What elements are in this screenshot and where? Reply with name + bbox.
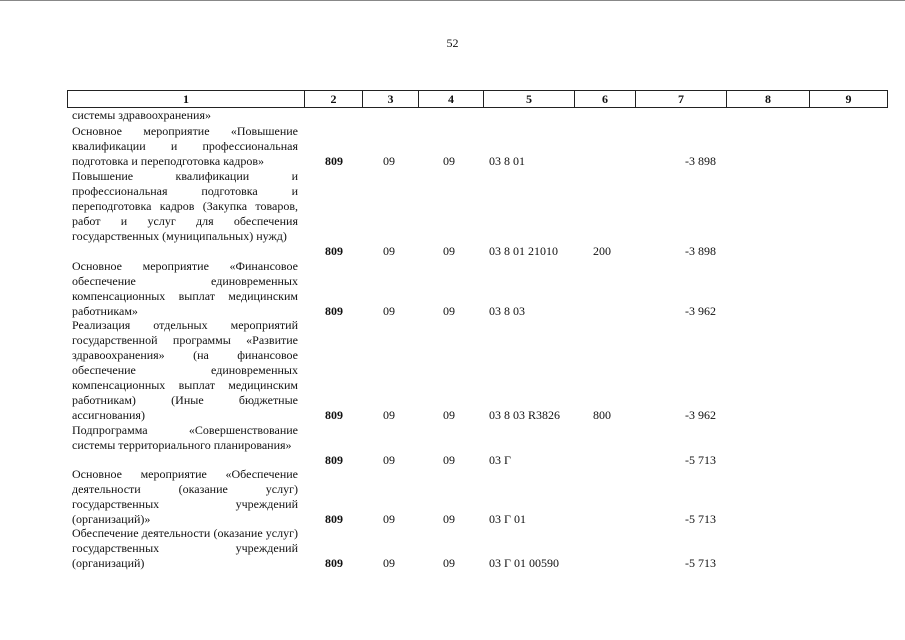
row-4-name: Реализация отдельных мероприятий государственной программы «Развитие здравоохранения» (на финансовое обеспечение единовременных компенсационных выплат медицинским работникам) (Иные бюджетные ассигнования) xyxy=(72,318,298,422)
row-2-col-5: 03 8 01 21010 xyxy=(489,244,558,258)
row-1-col-3: 09 xyxy=(383,154,395,168)
row-3-name: Основное мероприятие «Финансовое обеспечение единовременных компенсационных выплат медицинским работникам» xyxy=(72,259,298,318)
row-2-col-4: 09 xyxy=(443,244,455,258)
top-edge-line xyxy=(0,0,905,1)
row-5-col-4: 09 xyxy=(443,453,455,467)
row-7-name: Обеспечение деятельности (оказание услуг) государственных учреждений (организаций) xyxy=(72,526,298,570)
row-7-col-7: -5 713 xyxy=(685,556,716,570)
row-6-col-5: 03 Г 01 xyxy=(489,512,526,526)
row-5-name: Подпрограмма «Совершенствование системы территориального планирования» xyxy=(72,423,298,452)
row-4-col-7: -3 962 xyxy=(685,408,716,422)
row-4-col-5: 03 8 03 R3826 xyxy=(489,408,561,422)
row-0-name: системы здравоохранения» xyxy=(72,108,211,122)
header-col-2: 2 xyxy=(304,91,362,107)
row-1-col-5: 03 8 01 xyxy=(489,154,525,168)
row-3-col-2: 809 xyxy=(325,304,343,318)
row-7-col-3: 09 xyxy=(383,556,395,570)
row-5-col-2: 809 xyxy=(325,453,343,467)
table-header xyxy=(67,90,888,108)
row-4-col-3: 09 xyxy=(383,408,395,422)
row-1-col-2: 809 xyxy=(325,154,343,168)
row-2-name: Повышение квалификации и профессиональная подготовка и переподготовка кадров (Закупка товаров, работ и услуг для обеспечения государственных (муниципальных) нужд) xyxy=(72,169,298,243)
row-2-col-3: 09 xyxy=(383,244,395,258)
row-6-col-4: 09 xyxy=(443,512,455,526)
row-6-name: Основное мероприятие «Обеспечение деятельности (оказание услуг) государственных учреждений (организаций)» xyxy=(72,467,298,526)
header-col-6: 6 xyxy=(574,91,635,107)
header-col-7: 7 xyxy=(635,91,726,107)
row-7-col-4: 09 xyxy=(443,556,455,570)
row-6-col-7: -5 713 xyxy=(685,512,716,526)
row-2-col-6: 200 xyxy=(593,244,611,258)
row-6-col-2: 809 xyxy=(325,512,343,526)
row-7-col-5: 03 Г 01 00590 xyxy=(489,556,559,570)
row-5-col-7: -5 713 xyxy=(685,453,716,467)
row-5-col-5: 03 Г xyxy=(489,453,511,467)
row-3-col-3: 09 xyxy=(383,304,395,318)
header-col-5: 5 xyxy=(483,91,574,107)
header-col-9: 9 xyxy=(809,91,887,107)
header-col-3: 3 xyxy=(362,91,418,107)
header-col-8: 8 xyxy=(726,91,809,107)
row-3-col-7: -3 962 xyxy=(685,304,716,318)
row-4-col-6: 800 xyxy=(593,408,611,422)
row-3-col-5: 03 8 03 xyxy=(489,304,525,318)
row-1-col-7: -3 898 xyxy=(685,154,716,168)
row-4-col-2: 809 xyxy=(325,408,343,422)
row-6-col-3: 09 xyxy=(383,512,395,526)
row-2-col-2: 809 xyxy=(325,244,343,258)
page-number: 52 xyxy=(446,36,459,50)
row-3-col-4: 09 xyxy=(443,304,455,318)
row-5-col-3: 09 xyxy=(383,453,395,467)
row-4-col-4: 09 xyxy=(443,408,455,422)
header-col-4: 4 xyxy=(418,91,483,107)
row-2-col-7: -3 898 xyxy=(685,244,716,258)
row-1-col-4: 09 xyxy=(443,154,455,168)
header-col-1: 1 xyxy=(183,92,189,106)
row-1-name: Основное мероприятие «Повышение квалификации и профессиональная подготовка и переподготовка кадров» xyxy=(72,124,298,168)
row-7-col-2: 809 xyxy=(325,556,343,570)
